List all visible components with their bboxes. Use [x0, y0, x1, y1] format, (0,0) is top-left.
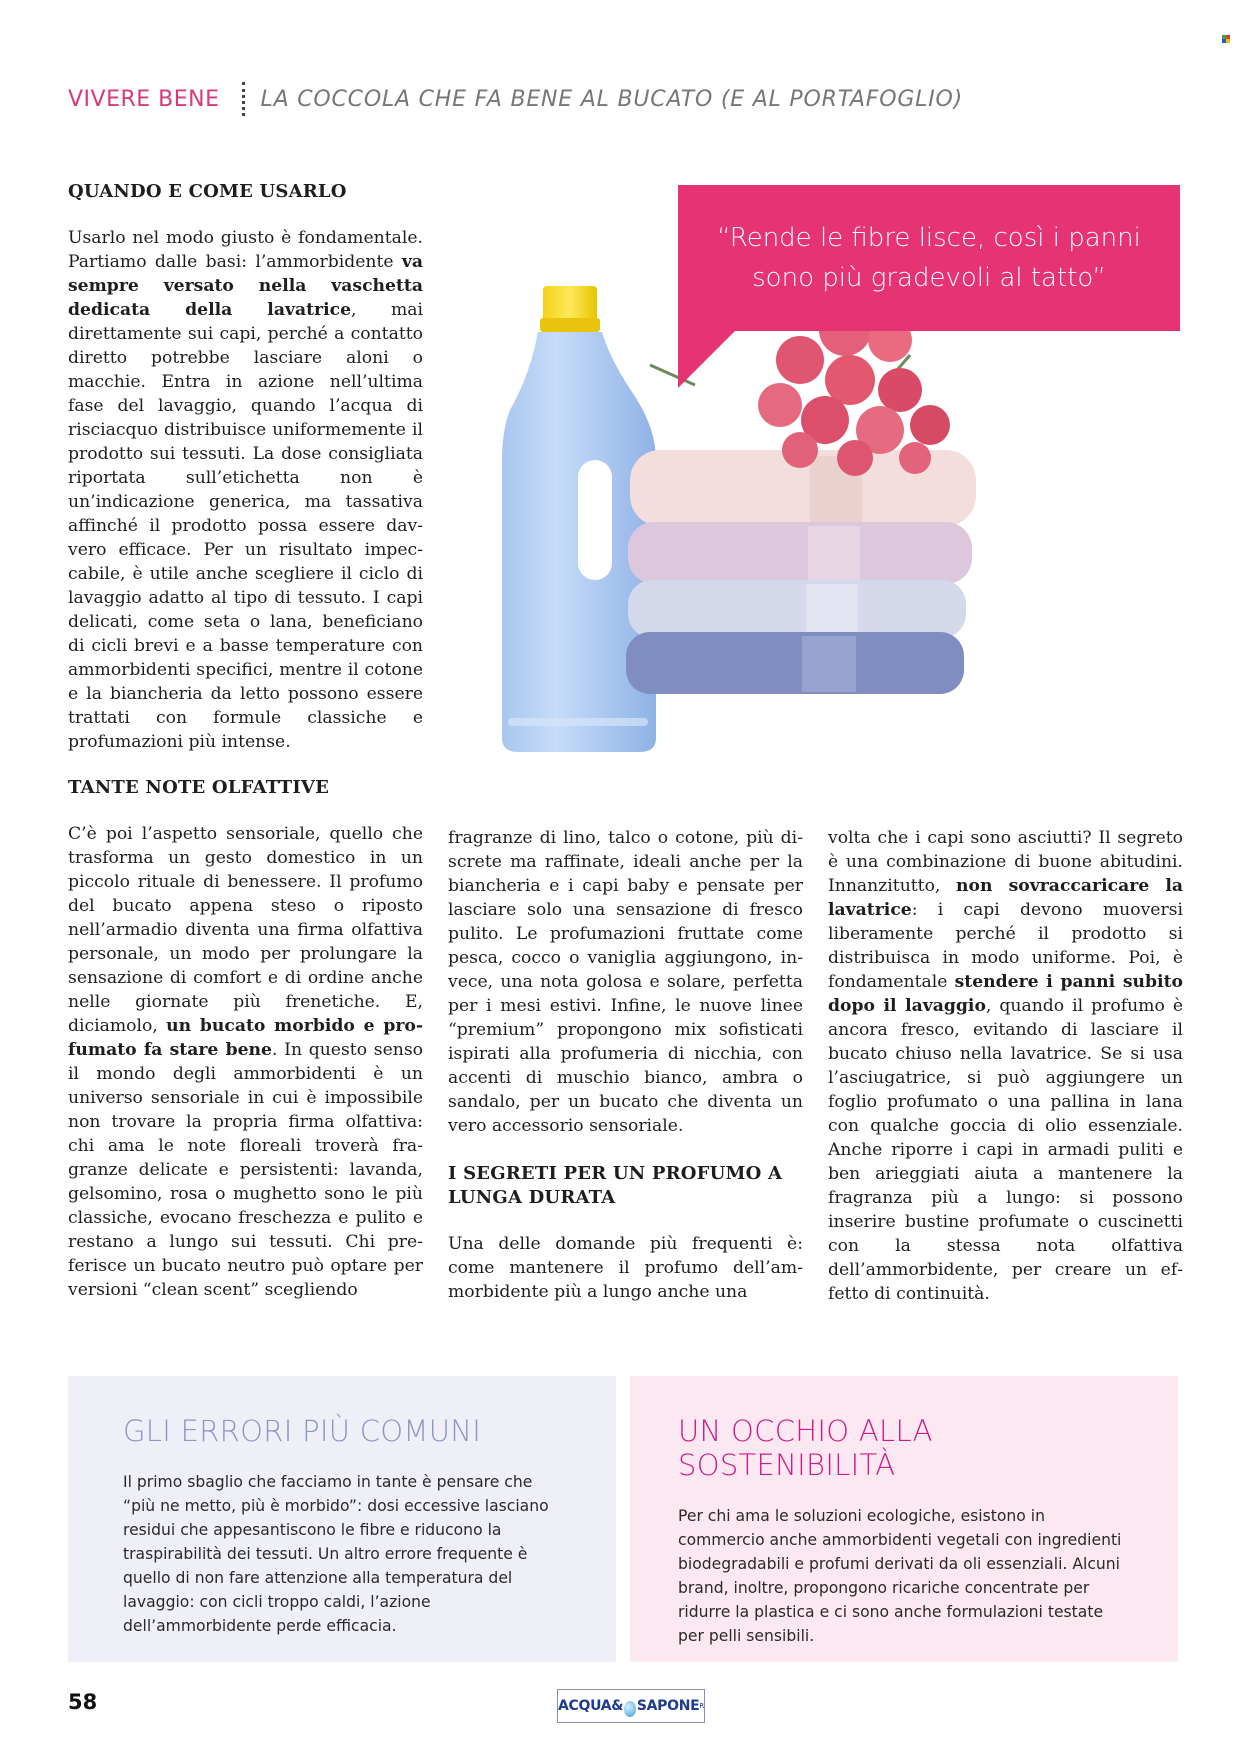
section-olfactory-notes	[68, 776, 423, 1302]
paragraph-long-lasting-continued	[828, 826, 1183, 1306]
paragraph-olfactory-notes	[68, 822, 423, 1302]
sidebar-box-sustainability	[630, 1376, 1178, 1662]
bold-text: un bucato morbido e profumato fa stare bene	[68, 1016, 423, 1060]
corner-color-mark-icon	[1222, 35, 1230, 43]
sidebar-box-common-errors	[68, 1376, 616, 1662]
subhead-long-lasting: I SEGRETI PER UN PROFUMO A LUNGA DURATA	[448, 1163, 783, 1208]
column-2	[448, 826, 803, 1304]
box-title-common-errors: GLI ERRORI PIÙ COMUNI	[123, 1414, 482, 1448]
box-title-line-1: UN OCCHIO ALLA	[678, 1414, 933, 1448]
pull-quote-line-2: sono più gradevoli al tatto”	[752, 263, 1106, 293]
section-when-how	[68, 180, 423, 754]
text-run: . In questo senso il mondo degli ammorbidenti è un universo sensoriale in cui è impossibile non trovare la propria firma olfattiva: chi ama le note floreali troverà fragranze delicate e persistenti: lavanda, gelsomino, rosa o mughetto sono le più classiche, evocano freschezza e pulito e restano a lungo sui tessuti. Chi preferisce un bucato neutro può optare per versioni “clean scent” scegliendo	[68, 1040, 423, 1300]
bold-text: stendere i panni subito dopo il lavaggio	[828, 972, 1183, 1016]
box-body-sustainability: Per chi ama le soluzioni ecologiche, esistono in commercio anche ammorbidenti vegetali con ingredienti biodegradabili e profumi derivati da oli essenziali. Alcuni brand, inoltre, propongono ricariche concentrate per ridurre la plastica e ci sono anche formulazioni testate per pelli sensibili.	[678, 1507, 1122, 1645]
text-run: , mai direttamente sui capi, perché a contatto diretto potrebbe lasciare aloni o macchie. Entra in azione nell’ultima fase del lavaggio, quando l’acqua di risciacquo distribuisce uniformemente il prodotto sui tessuti. La dose consigliata riportata sull’etichetta non è un’indicazione generica, ma tassativa affinché il prodotto possa essere davvero efficace. Per un risultato impeccabile, è utile anche scegliere il ciclo di lavaggio adatto al tipo di tessuto. I capi delicati, come seta o lana, beneficiano di cicli brevi e a basse temperature con ammorbidenti specifici, mentre il cotone e la biancheria da letto possono essere trattati con formule classiche e profumazioni più intense.	[68, 300, 424, 752]
brand-logo	[557, 1689, 705, 1723]
text-run: volta che i capi sono asciutti? Il segreto è una combinazione di buone abitudini. Innanzitutto,	[828, 828, 1183, 896]
pull-quote-line-1: “Rende le fibre lisce, così i panni	[717, 223, 1141, 253]
paragraph-olfactory-continued: fragranze di lino, talco o cotone, più discrete ma raffinate, ideali anche per la biancheria e i capi baby e pensate per lasciare solo una sensazione di fresco pulito. Le profumazioni fruttate come pesca, cocco o vaniglia aggiungono, invece, una nota golosa e solare, perfetta per i mesi estivi. Infine, le nuove linee “premium” propongono mix sofisticati ispirati alla profumeria di nicchia, con accenti di muschio bianco, ambra o sandalo, per un bucato che diventa un vero accessorio sensoriale.	[448, 828, 803, 1136]
text-run: , quando il profumo è ancora fresco, evitando di lasciare il bucato chiuso nella lavatrice. Se si usa l’asciugatrice, si può aggiungere un foglio profumato o una pallina in lana con qualche goccia di olio essenziale. Anche riporre i capi in armadi puliti e ben arieggiati aiuta a mantenere la fragranza più a lungo: si possono inserire bustine profumate o cuscinetti con la stessa nota olfattiva dell’ammorbidente, per creare un effetto di continuità.	[828, 996, 1183, 1304]
page-number: 58	[68, 1690, 98, 1714]
brand-logo-text-right: SAPONE	[636, 1698, 700, 1714]
paragraph-long-lasting: Una delle domande più frequenti è: come mantenere il profumo dell’ammorbidente più a lungo anche una	[448, 1234, 803, 1302]
brand-logo-text-left: ACQUA&	[558, 1698, 624, 1714]
subhead-olfactory-notes: TANTE NOTE OLFATTIVE	[68, 777, 330, 798]
article-kicker: LA COCCOLA CHE FA BENE AL BUCATO (E AL PORTAFOGLIO)	[260, 86, 964, 112]
bold-text: non sovraccaricare la lavatrice	[828, 876, 1183, 920]
bubble-icon	[624, 1701, 636, 1717]
subhead-when-how: QUANDO E COME USARLO	[68, 181, 347, 202]
text-run: C’è poi l’aspetto sensoriale, quello che trasforma un gesto domestico in un piccolo rituale di benessere. Il profumo del bucato appena steso o riposto nell’armadio diventa una firma olfattiva personale, un modo per prolungare la sensazione di comfort e di ordine anche nelle giornate più frenetiche. E, diciamolo,	[68, 824, 423, 1036]
bold-text: va sempre versato nella vaschetta dedicata della lavatrice	[68, 252, 423, 320]
box-body-common-errors: Il primo sbaglio che facciamo in tante è pensare che “più ne metto, più è morbido”: dosi eccessive lasciano residui che appesantiscono le fibre e riducono la traspirabilità dei tessuti. Un altro errore frequente è quello di non fare attenzione alla temperatura del lavaggio: con cicli troppo caldi, l’azione dell’ammorbidente perde efficacia.	[123, 1473, 549, 1635]
page-header	[68, 82, 963, 116]
box-title-line-2: SOSTENIBILITÀ	[678, 1448, 896, 1482]
dotted-divider	[242, 82, 245, 116]
pull-quote	[678, 185, 1180, 331]
box-title-sustainability	[678, 1414, 1126, 1482]
text-run: : i capi devono muoversi liberamente perché il prodotto si distribuisca in modo uniforme. Poi, è fondamentale	[828, 900, 1183, 992]
registered-mark: R	[699, 1702, 704, 1710]
column-3	[828, 826, 1183, 1306]
pull-quote-tail	[678, 330, 736, 388]
towel-stack-icon	[626, 450, 976, 694]
softener-towels-illustration	[500, 280, 1100, 770]
section-tag: VIVERE BENE	[68, 86, 220, 112]
text-run: Usarlo nel modo giusto è fondamentale. Partiamo dalle basi: l’ammorbidente	[68, 228, 423, 272]
paragraph-when-how	[68, 226, 423, 754]
